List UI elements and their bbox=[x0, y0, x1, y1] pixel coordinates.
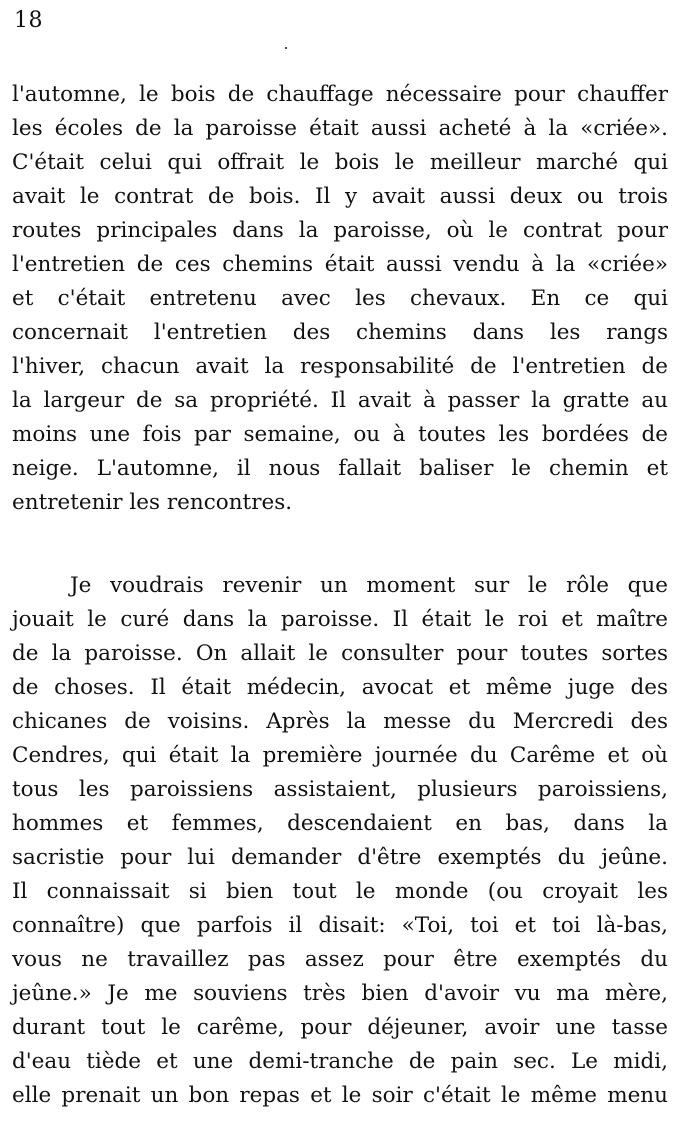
text-line: connaître) que parfois il disait: «Toi, toi et toi là-bas, bbox=[12, 913, 668, 938]
text-line: de choses. Il était médecin, avocat et même juge des bbox=[12, 675, 668, 700]
text-line: l'hiver, chacun avait la responsabilité de l'entretien de bbox=[12, 354, 668, 379]
text-line: chicanes de voisins. Après la messe du Mercredi des bbox=[12, 709, 668, 734]
text-line: Cendres, qui était la première journée du Carême et où bbox=[12, 743, 668, 768]
text-line: entretenir les rencontres. bbox=[12, 490, 293, 515]
text-line: la largeur de sa propriété. Il avait à passer la gratte au bbox=[12, 388, 668, 413]
text-line: moins une fois par semaine, ou à toutes les bordées de bbox=[12, 422, 668, 447]
text-line: avait le contrat de bois. Il y avait aussi deux ou trois bbox=[12, 184, 668, 209]
text-line: Il connaissait si bien tout le monde (ou croyait les bbox=[12, 879, 668, 904]
text-line: l'automne, le bois de chauffage nécessaire pour chauffer bbox=[12, 82, 668, 107]
text-line: d'eau tiède et une demi-tranche de pain sec. Le midi, bbox=[12, 1049, 668, 1074]
text-line: concernait l'entretien des chemins dans les rangs bbox=[12, 320, 668, 345]
text-line: durant tout le carême, pour déjeuner, avoir une tasse bbox=[12, 1015, 668, 1040]
text-line: C'était celui qui offrait le bois le meilleur marché qui bbox=[12, 150, 668, 175]
paragraph-1 bbox=[12, 78, 668, 520]
text-line: les écoles de la paroisse était aussi acheté à la «criée». bbox=[12, 116, 668, 141]
text-line: neige. L'automne, il nous fallait baliser le chemin et bbox=[12, 456, 668, 481]
text-line: l'entretien de ces chemins était aussi vendu à la «criée» bbox=[12, 252, 668, 277]
text-line: hommes et femmes, descendaient en bas, dans la bbox=[12, 811, 668, 836]
paragraph-2 bbox=[12, 569, 668, 1113]
text-line: elle prenait un bon repas et le soir c'était le même menu bbox=[12, 1083, 668, 1108]
text-line: de la paroisse. On allait le consulter pour toutes sortes bbox=[12, 641, 668, 666]
text-line: Je voudrais revenir un moment sur le rôle que bbox=[70, 573, 668, 598]
page-number: 18 bbox=[14, 8, 43, 33]
text-line: vous ne travaillez pas assez pour être exemptés du bbox=[12, 947, 668, 972]
scan-speck bbox=[285, 47, 287, 49]
text-line: jouait le curé dans la paroisse. Il était le roi et maître bbox=[12, 607, 668, 632]
text-line: et c'était entretenu avec les chevaux. En ce qui bbox=[12, 286, 668, 311]
text-line: tous les paroissiens assistaient, plusieurs paroissiens, bbox=[12, 777, 668, 802]
text-line: routes principales dans la paroisse, où le contrat pour bbox=[12, 218, 668, 243]
text-line: sacristie pour lui demander d'être exemptés du jeûne. bbox=[12, 845, 668, 870]
text-line: jeûne.» Je me souviens très bien d'avoir vu ma mère, bbox=[12, 981, 668, 1006]
